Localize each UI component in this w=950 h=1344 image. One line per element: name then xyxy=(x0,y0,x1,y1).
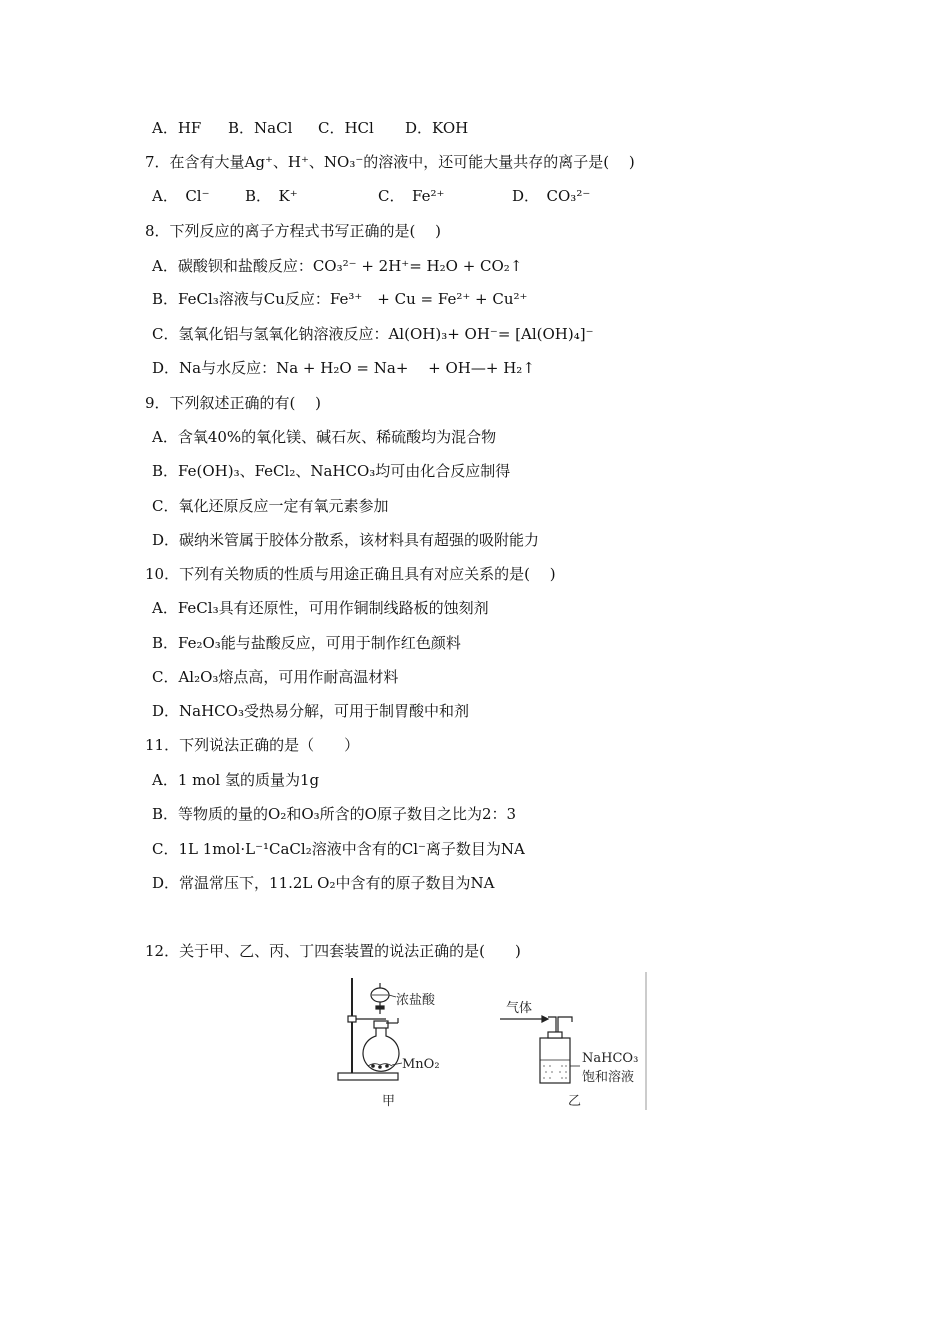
q8-option-b: B．FeCl₃溶液与Cu反应：Fe³⁺ + Cu = Fe²⁺ + Cu²⁺ xyxy=(152,290,528,308)
q10-stem: 10．下列有关物质的性质与用途正确且具有对应关系的是( ) xyxy=(145,565,556,583)
q9-option-d: D．碳纳米管属于胶体分散系，该材料具有超强的吸附能力 xyxy=(152,531,540,549)
q6-option-a: A．HF xyxy=(152,119,202,137)
jia-solid-label: MnO₂ xyxy=(402,1057,440,1072)
q11-option-b: B．等物质的量的O₂和O₃所含的O原子数目之比为2：3 xyxy=(152,805,517,823)
q8-option-c: C．氢氧化铝与氢氧化钠溶液反应：Al(OH)₃+ OH⁻= [Al(OH)₄]⁻ xyxy=(152,325,594,343)
yi-gas-label: 气体 xyxy=(506,1001,533,1016)
apparatus-diagram xyxy=(330,970,650,1115)
q9-option-b: B．Fe(OH)₃、FeCl₂、NaHCO₃均可由化合反应制得 xyxy=(152,462,511,480)
q11-option-d: D．常温常压下，11.2L O₂中含有的原子数目为NA xyxy=(152,874,495,892)
q6-option-b: B．NaCl xyxy=(228,119,293,137)
q10-option-c: C．Al₂O₃熔点高，可用作耐高温材料 xyxy=(152,668,399,686)
yi-solution-label-1: NaHCO₃ xyxy=(582,1051,639,1066)
q8-option-a: A．碳酸钡和盐酸反应：CO₃²⁻ + 2H⁺= H₂O + CO₂↑ xyxy=(152,257,523,275)
q7-option-c: C． Fe²⁺ xyxy=(378,187,445,205)
q11-option-c: C．1L 1mol·L⁻¹CaCl₂溶液中含有的Cl⁻离子数目为NA xyxy=(152,840,525,858)
q10-option-d: D．NaHCO₃受热易分解，可用于制胃酸中和剂 xyxy=(152,702,469,720)
q10-option-a: A．FeCl₃具有还原性，可用作铜制线路板的蚀刻剂 xyxy=(152,599,489,617)
stand-base xyxy=(338,1073,398,1080)
q10-option-b: B．Fe₂O₃能与盐酸反应，可用于制作红色颜料 xyxy=(152,634,461,652)
jia-caption: 甲 xyxy=(382,1094,396,1109)
bottle-stopper xyxy=(548,1032,562,1038)
gas-washing-bottle xyxy=(540,1038,570,1083)
yi-caption: 乙 xyxy=(568,1094,582,1109)
q9-option-a: A．含氧40%的氧化镁、碱石灰、稀硫酸均为混合物 xyxy=(152,428,497,446)
q8-stem: 8．下列反应的离子方程式书写正确的是( ) xyxy=(145,222,442,240)
q7-option-a: A． Cl⁻ xyxy=(152,187,210,205)
q9-stem: 9．下列叙述正确的有( ) xyxy=(145,394,322,412)
jia-acid-label: 浓盐酸 xyxy=(396,993,436,1008)
q7-option-b: B． K⁺ xyxy=(245,187,298,205)
q11-option-a: A．1 mol 氢的质量为1g xyxy=(152,771,320,789)
flask-stopper xyxy=(374,1021,388,1028)
yi-solution-label-2: 饱和溶液 xyxy=(582,1070,635,1085)
q6-option-d: D．KOH xyxy=(405,119,469,137)
apparatus-jia xyxy=(338,978,402,1080)
q8-option-d: D．Na与水反应：Na + H₂O = Na+ + OH—+ H₂↑ xyxy=(152,359,535,377)
apparatus-yi xyxy=(500,1016,580,1083)
q7-stem: 7．在含有大量Ag⁺、H⁺、NO₃⁻的溶液中，还可能大量共存的离子是( ) xyxy=(145,153,635,171)
q11-stem: 11．下列说法正确的是（ ） xyxy=(145,736,360,754)
q12-stem: 12．关于甲、乙、丙、丁四套装置的说法正确的是( ) xyxy=(145,942,521,960)
q7-option-d: D． CO₃²⁻ xyxy=(512,187,591,205)
q6-option-c: C．HCl xyxy=(318,119,374,137)
q9-option-c: C．氧化还原反应一定有氧元素参加 xyxy=(152,497,389,515)
apparatus-figure xyxy=(330,970,650,1115)
outlet-tube xyxy=(558,1017,572,1032)
clamp-boss xyxy=(348,1016,356,1022)
